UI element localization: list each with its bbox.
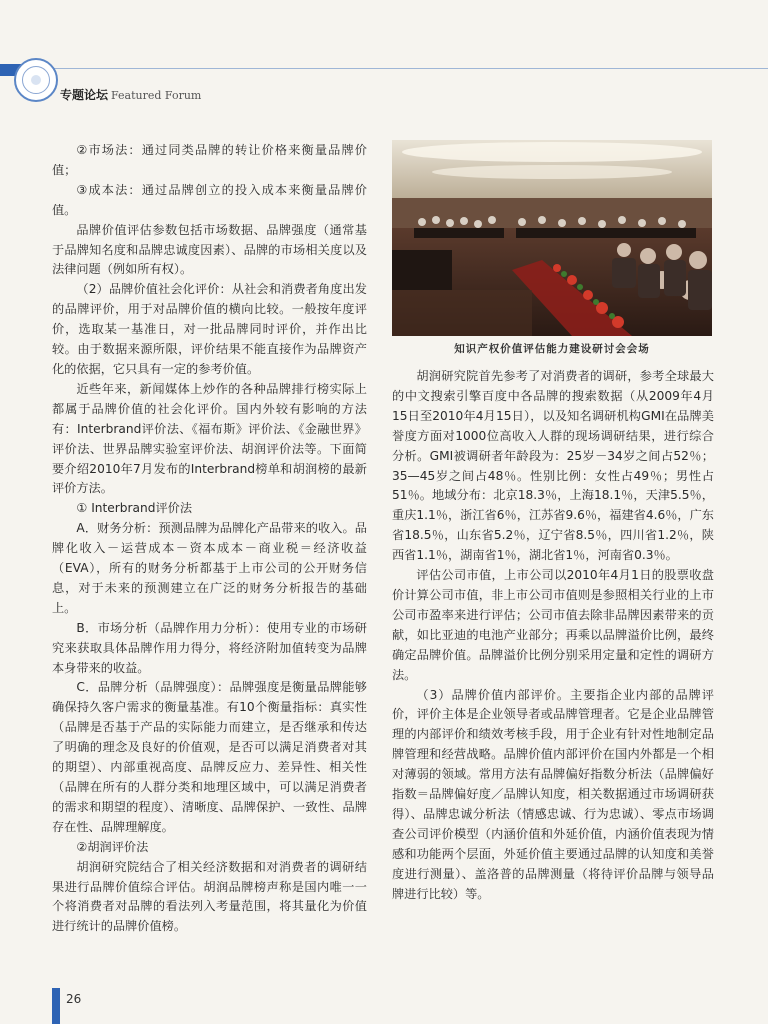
paragraph: ②市场法：通过同类品牌的转让价格来衡量品牌价值； — [52, 143, 367, 177]
subheading: ① Interbrand评价法 — [76, 501, 193, 516]
left-column — [52, 141, 367, 937]
subheading: ②胡润评价法 — [76, 839, 149, 854]
header-rule — [0, 68, 768, 79]
journal-logo-icon — [14, 58, 58, 102]
paragraph: 近些年来，新闻媒体上炒作的各种品牌排行榜实际上都属于品牌价值的社会化评价。国内外较有影响的方法有：Interbrand评价法、《福布斯》评价法、《金融世界》评价法、世界品牌实验室评价法、胡润评价法等。下面简要介绍2010年7月发布的Interbrand榜单和胡润榜的最新评价方法。 — [52, 381, 367, 496]
conference-hall-image — [392, 140, 712, 336]
paragraph: ③成本法：通过品牌创立的投入成本来衡量品牌价值。 — [52, 182, 367, 217]
section-title-en: Featured Forum — [111, 89, 202, 102]
paragraph: （3）品牌价值内部评价。主要指企业内部的品牌评价，评价主体是企业领导者或品牌管理者。它是企业品牌管理的内部评价和绩效考核手段，用于企业有针对性地制定品牌管理和经营战略。品牌价值内部评价在国内外都是一个相对薄弱的领域。常用方法有品牌偏好指数分析法（品牌偏好指数＝品牌偏好度／品牌认知度，相关数据通过市场调研获得）、品牌忠诚分析法（情感忠诚、行为忠诚）、零点市场调查公司评价模型（内涵价值和外延价值，内涵价值表现为情感和功能两个层面，外延价值主要通过品牌的认知度和美誉度进行测量）、盖洛普的品牌测量（将待评价品牌与领导品牌进行比较）等。 — [392, 687, 714, 901]
conference-photo — [392, 140, 712, 336]
right-column — [392, 367, 714, 904]
paragraph: C．品牌分析（品牌强度）：品牌强度是衡量品牌能够确保持久客户需求的衡量基准。有10个衡量指标：真实性（品牌是否基于产品的实际能力而建立，是否继承和传达了明确的理念及良好的价值观，是否可以满足消费者对其的期望）、内部重视高度、品牌反应力、差异性、相关性（品牌在所有的人群分类和地理区域中，可以满足消费者的需求和期望的程度）、清晰度、品牌保护、一致性、品牌存在性、品牌理解度。 — [52, 680, 367, 834]
photo-caption: 知识产权价值评估能力建设研讨会会场 — [454, 343, 650, 355]
paragraph: 品牌价值评估参数包括市场数据、品牌强度（通常基于品牌知名度和品牌忠诚度因素）、品牌的市场相关度以及法律问题（例如所有权）。 — [52, 222, 367, 277]
paragraph: A．财务分析：预测品牌为品牌化产品带来的收入。品牌化收入－运营成本－资本成本－商业税＝经济收益（EVA），所有的财务分析都基于上市公司的公开财务信息，对于未来的预测建立在广泛的财务分析报告的基础上。 — [52, 521, 367, 615]
paragraph: （2）品牌价值社会化评价：从社会和消费者角度出发的品牌评价，用于对品牌价值的横向比较。一般按年度评价，选取某一基准日，对一批品牌同时评价，并作出比较。由于数据来源所限，评价结果不能直接作为品牌资产化的依据，它只具有一定的参考价值。 — [52, 282, 367, 376]
paragraph: 胡润研究院结合了相关经济数据和对消费者的调研结果进行品牌价值综合评估。胡润品牌榜声称是国内唯一一个将消费者对品牌的看法列入考量范围，将其量化为价值进行统计的品牌价值榜。 — [52, 859, 367, 934]
page-number: 26 — [66, 992, 82, 1006]
paragraph: 胡润研究院首先参考了对消费者的调研，参考全球最大的中文搜索引擎百度中各品牌的搜索数据（从2009年4月15日至2010年4月15日），以及知名调研机构GMI在品牌美誉度方面对1000位高收入人群的现场调研结果，进行综合分析。GMI被调研者年龄段为：25岁－34岁之间占52％；35—45岁之间占48％。性别比例：女性占49％；男性占51％。地域分布：北京18.3％，上海18.1％，天津5.5％，重庆1.1％，浙江省6％，江苏省9.6％，福建省4.6％，广东省18.5％，山东省5.2％，辽宁省8.5％，四川省1.2％，陕西省1.1％，湖南省1％，湖北省1％，河南省0.3％。 — [392, 369, 714, 563]
paragraph: 评估公司市值，上市公司以2010年4月1日的股票收盘价计算公司市值，非上市公司市值则是参照相关行业的上市公司市盈率来进行评估；公司市值去除非品牌因素带来的贡献，如比亚迪的电池产业部分；再乘以品牌溢价比例，最终确定品牌价值。品牌溢价比例分别采用定量和定性的调研方法。 — [392, 568, 714, 682]
section-title-cn: 专题论坛 — [60, 88, 109, 102]
page-number-marker — [52, 988, 60, 1024]
paragraph: B．市场分析（品牌作用力分析）：使用专业的市场研究来获取具体品牌作用力得分，将经济附加值转变为品牌本身带来的收益。 — [52, 620, 367, 675]
section-label — [60, 86, 201, 103]
